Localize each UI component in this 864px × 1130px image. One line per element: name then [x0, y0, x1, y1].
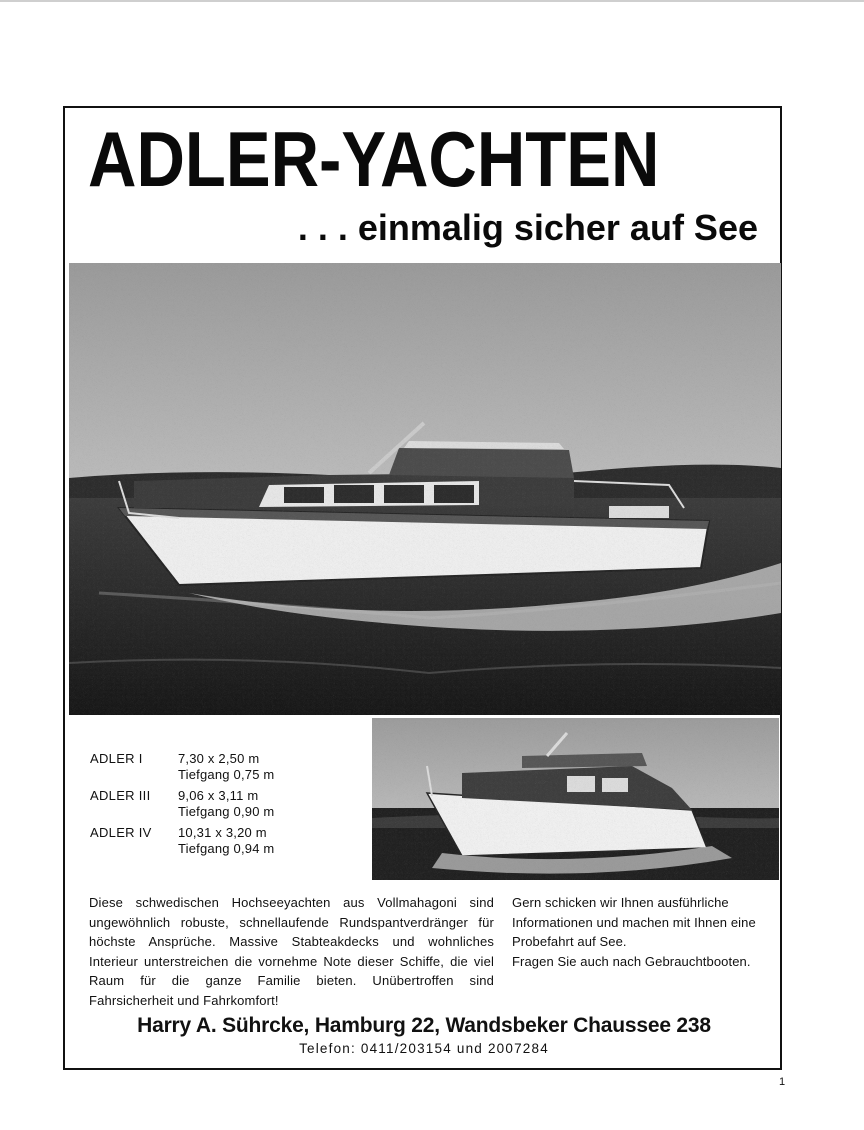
- spec-size: 9,06 x 3,11 m: [178, 788, 259, 803]
- spec-model: ADLER IV: [90, 825, 152, 840]
- spec-row: [90, 788, 350, 819]
- page-top-rule: [0, 0, 864, 2]
- ad-headline: ADLER-YACHTEN: [88, 115, 660, 203]
- spec-size: 7,30 x 2,50 m: [178, 751, 260, 766]
- spec-model: ADLER III: [90, 788, 151, 803]
- spec-draft: Tiefgang 0,90 m: [178, 803, 275, 819]
- spec-draft: Tiefgang 0,94 m: [178, 840, 275, 856]
- spec-model: ADLER I: [90, 751, 143, 766]
- description-paragraph: Diese schwedischen Hochseeyachten aus Vollmahagoni sind ungewöhnlich robuste, schnellaufende Rundspantverdränger für höchste Ansprüche. Massive Stabteakdecks und wohnliches Interieur unterstreichen die vornehme Note dieser Schiffe, die viel Raum für die ganze Familie bieten. Unübertroffen sind Fahrsicherheit und Fahrkomfort!: [89, 895, 494, 1008]
- offer-paragraph: Gern schicken wir Ihnen ausführliche Informationen und machen mit Ihnen eine Probefahrt auf See.: [512, 895, 756, 949]
- spec-row: [90, 825, 350, 856]
- yacht-photo-small: [372, 718, 779, 880]
- yacht-photo-large: [69, 263, 781, 715]
- spec-row: [90, 751, 350, 782]
- offer-column: [512, 893, 760, 971]
- dealer-phone: Telefon: 0411/203154 und 2007284: [299, 1041, 549, 1056]
- spec-draft: Tiefgang 0,75 m: [178, 766, 275, 782]
- ad-tagline: . . . einmalig sicher auf See: [297, 207, 758, 248]
- dealer-address: Harry A. Sührcke, Hamburg 22, Wandsbeker Chaussee 238: [137, 1014, 711, 1037]
- spec-table: [90, 751, 350, 862]
- page-number: 1: [779, 1076, 786, 1088]
- used-boats-note: Fragen Sie auch nach Gebrauchtbooten.: [512, 953, 751, 969]
- spec-size: 10,31 x 3,20 m: [178, 825, 267, 840]
